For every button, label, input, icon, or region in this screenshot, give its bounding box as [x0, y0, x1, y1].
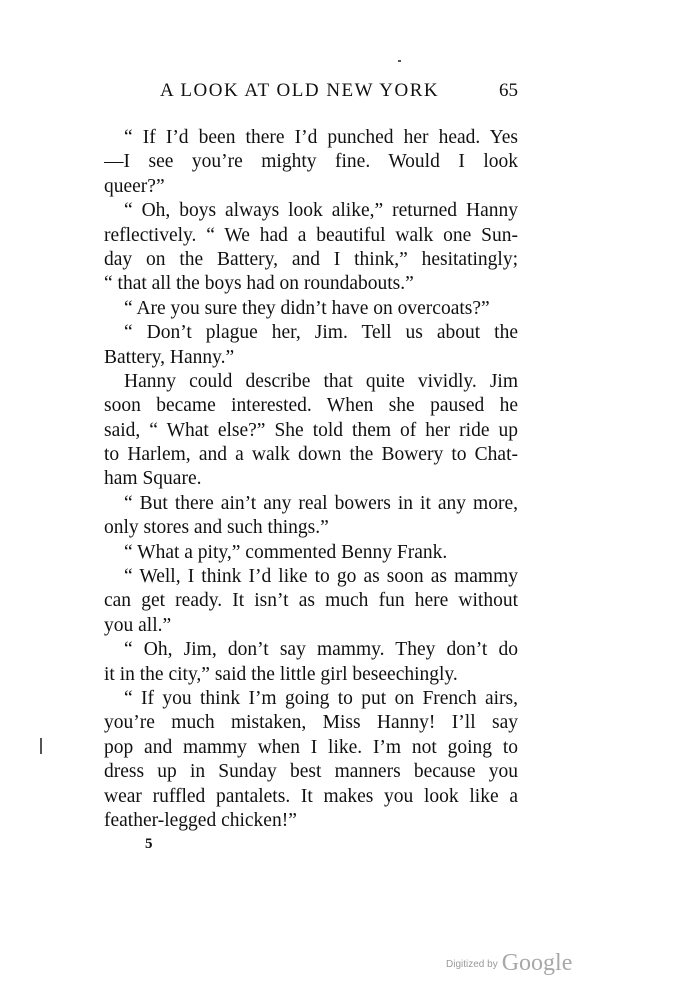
text-line: you’re much mistaken, Miss Hanny! I’ll say: [104, 712, 518, 734]
text-line: pop and mammy when I like. I’m not going to: [104, 736, 518, 758]
text-line: “ Are you sure they didn’t have on overcoats?”: [124, 297, 490, 319]
page-header: [104, 80, 518, 108]
text-line: wear ruffled pantalets. It makes you look like a: [104, 785, 518, 807]
text-line: —I see you’re mighty fine. Would I look: [104, 151, 518, 173]
text-line: to Harlem, and a walk down the Bowery to Chat-: [104, 444, 518, 466]
text-line: queer?”: [104, 175, 165, 197]
text-line: day on the Battery, and I think,” hesitatingly;: [104, 248, 518, 270]
watermark-prefix: Digitized by: [446, 959, 498, 970]
text-line: “ But there ain’t any real bowers in it any more,: [124, 492, 518, 514]
text-line: “ If you think I’m going to put on French airs,: [124, 687, 518, 709]
margin-mark: [40, 738, 42, 754]
google-logo: Google: [501, 950, 573, 976]
text-line: soon became interested. When she paused he: [104, 395, 518, 417]
text-line: said, “ What else?” She told them of her ride up: [104, 419, 518, 441]
page-number: 65: [499, 80, 518, 101]
text-line: “ Oh, Jim, don’t say mammy. They don’t do: [124, 639, 518, 661]
text-line: dress up in Sunday best manners because you: [104, 761, 518, 783]
text-line: Battery, Hanny.”: [104, 346, 235, 368]
text-line: “ Oh, boys always look alike,” returned Hanny: [124, 200, 518, 222]
text-line: “ If I’d been there I’d punched her head. Yes: [124, 127, 518, 148]
header-dot: [398, 60, 401, 62]
text-line: you all.”: [104, 614, 172, 636]
text-line: “ that all the boys had on roundabouts.”: [104, 273, 414, 295]
text-line: “ What a pity,” commented Benny Frank.: [124, 541, 448, 563]
signature-mark: 5: [145, 836, 153, 852]
text-line: can get ready. It isn’t as much fun here without: [104, 590, 518, 612]
body-text: [104, 126, 518, 833]
text-line: ham Square.: [104, 468, 202, 490]
text-line: “ Well, I think I’d like to go as soon as mammy: [124, 566, 518, 588]
text-line: “ Don’t plague her, Jim. Tell us about the: [124, 322, 518, 344]
text-line: reflectively. “ We had a beautiful walk one Sun-: [104, 224, 518, 246]
text-line: Hanny could describe that quite vividly. Jim: [124, 370, 518, 392]
running-head: A LOOK AT OLD NEW YORK: [160, 80, 440, 101]
text-line: it in the city,” said the little girl beseechingly.: [104, 663, 458, 685]
text-line: only stores and such things.”: [104, 517, 329, 539]
digitized-watermark: [446, 950, 572, 977]
text-line: feather-legged chicken!”: [104, 809, 297, 831]
